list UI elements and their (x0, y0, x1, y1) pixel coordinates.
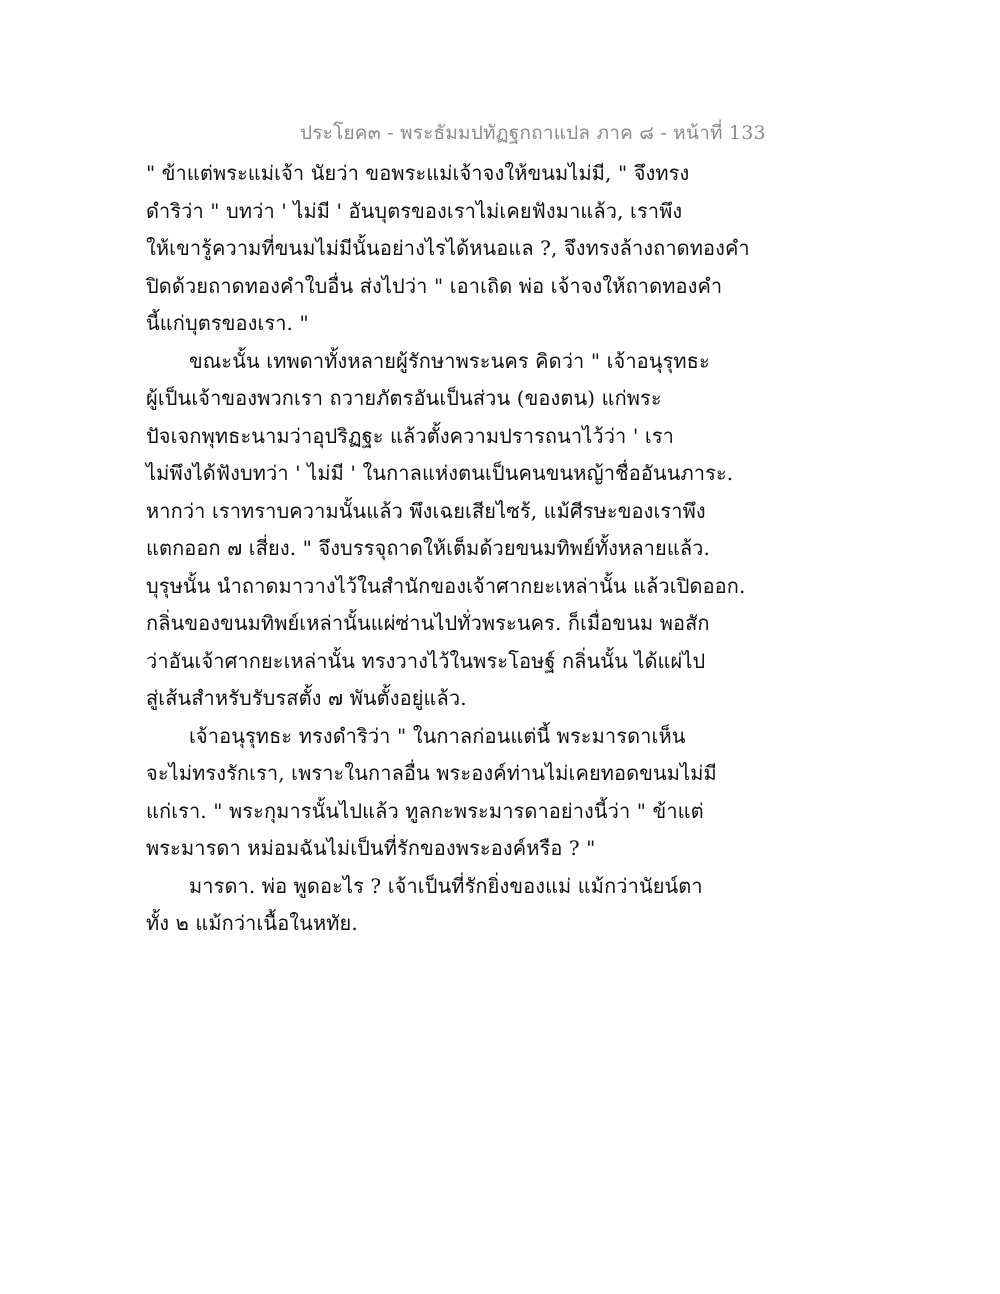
text-line: พระมารดา หม่อมฉันไม่เป็นที่รักของพระองค์หรือ ? " (146, 836, 596, 860)
text-line-paragraph-start: เจ้าอนุรุทธะ ทรงดำริว่า " ในกาลก่อนแต่นี้ พระมารดาเห็น (189, 723, 686, 748)
text-line: ทั้ง ๒ แม้กว่าเนื้อในหทัย. (146, 911, 358, 935)
text-line: บุรุษนั้น นำถาดมาวางไว้ในสำนักของเจ้าศากยะเหล่านั้น แล้วเปิดออก. (146, 573, 746, 598)
text-line: แตกออก ๗ เสี่ยง. " จึงบรรจุถาดให้เต็มด้วยขนมทิพย์ทั้งหลายแล้ว. (146, 536, 710, 560)
text-line: ให้เขารู้ความที่ขนมไม่มีนั้นอย่างไรได้หนอแล ?, จึงทรงล้างถาดทองคำ (146, 236, 750, 260)
text-line: จะไม่ทรงรักเรา, เพราะในกาลอื่น พระองค์ท่านไม่เคยทอดขนมไม่มี (146, 761, 717, 785)
text-line: ปิดด้วยถาดทองคำใบอื่น ส่งไปว่า " เอาเถิด พ่อ เจ้าจงให้ถาดทองคำ (146, 273, 723, 298)
text-line: ผู้เป็นเจ้าของพวกเรา ถวายภัตรอันเป็นส่วน (ของตน) แก่พระ (146, 386, 662, 410)
text-line: แก่เรา. " พระกุมารนั้นไปแล้ว ทูลกะพระมารดาอย่างนี้ว่า " ข้าแต่ (146, 798, 704, 823)
text-line: ปัจเจกพุทธะนามว่าอุปริฏฐะ แล้วตั้งความปรารถนาไว้ว่า ' เรา (146, 423, 675, 448)
text-line: ว่าอันเจ้าศากยะเหล่านั้น ทรงวางไว้ในพระโอษฐ์ กลิ่นนั้น ได้แผ่ไป (146, 648, 706, 673)
text-line: กลิ่นของขนมทิพย์เหล่านั้นแผ่ซ่านไปทั่วพระนคร. ก็เมื่อขนม พอสัก (146, 611, 710, 635)
text-line: " ข้าแต่พระแม่เจ้า นัยว่า ขอพระแม่เจ้าจงให้ขนมไม่มี, " จึงทรง (146, 161, 690, 185)
text-line-paragraph-start: มารดา. พ่อ พูดอะไร ? เจ้าเป็นที่รักยิ่งของแม่ แม้กว่านัยน์ตา (189, 873, 703, 898)
text-line-paragraph-start: ขณะนั้น เทพดาทั้งหลายผู้รักษาพระนคร คิดว่า " เจ้าอนุรุทธะ (189, 348, 710, 373)
text-line: นี้แก่บุตรของเรา. " (146, 311, 309, 335)
text-line: สู่เส้นสำหรับรับรสตั้ง ๗ พันตั้งอยู่แล้ว. (146, 686, 467, 710)
text-line: ดำริว่า " บทว่า ' ไม่มี ' อันบุตรของเราไม่เคยฟังมาแล้ว, เราพึง (146, 198, 683, 223)
text-line: ไม่พึงได้ฟังบทว่า ' ไม่มี ' ในกาลแห่งตนเป็นคนขนหญ้าชื่ออันนภาระ. (146, 461, 734, 485)
body-text (146, 155, 750, 943)
text-line: หากว่า เราทราบความนั้นแล้ว พึงเฉยเสียไซร้, แม้ศีรษะของเราพึง (146, 498, 706, 523)
running-header: ประโยค๓ - พระธัมมปทัฏฐกถาแปล ภาค ๘ - หน้าที่ 133 (300, 122, 766, 144)
